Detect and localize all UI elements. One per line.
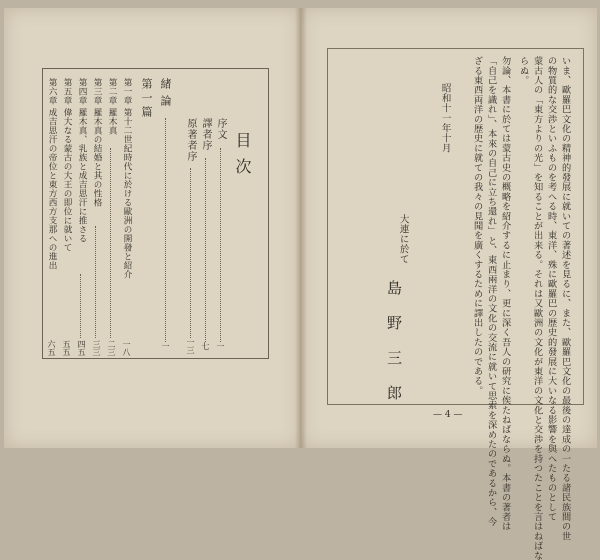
toc-entry-author-preface: 原著者序 — [185, 118, 196, 162]
toc-page-number: 三三 — [92, 340, 101, 356]
toc-chapter-1: 第一章 第十二世紀時代に於ける歐洲の開發と紹介 — [122, 78, 132, 280]
toc-chapter-4: 第四章 羅木真、乳族と成吉思汗に推さる — [77, 78, 87, 244]
preface-line: 「自己を識れ」、本來の自己に立ち還れ」と、東西兩洋の文化の交流に就いて思索を深めたのであるから、今 — [485, 56, 497, 527]
toc-leader — [110, 148, 112, 338]
toc-chapter-2: 第二章 羅木真 — [107, 78, 117, 136]
toc-chapter-6: 第六章 成吉思汗の帝位と東方西方支那への進出 — [47, 78, 57, 271]
preface-line: 勿論、本書に於ては蒙古史の概略を紹介するに止まり、更に深く吾人の研究に俟たねばならぬ。本書の著者は — [499, 56, 511, 532]
toc-leader — [165, 118, 167, 342]
toc-page-number: 五五 — [62, 340, 71, 356]
toc-page-number: 四五 — [77, 340, 86, 356]
toc-page-number: 六五 — [47, 340, 56, 356]
toc-leader — [205, 158, 207, 342]
toc-leader — [190, 168, 192, 338]
toc-page-number: 一三 — [186, 338, 195, 354]
toc-page-number: 二三 — [107, 340, 116, 356]
toc-entry-translator-preface: 譯者序 — [200, 118, 211, 151]
toc-page-number: 一 — [216, 342, 225, 350]
toc-chapter-3: 第三章 羅木真の結婚と其の性格 — [92, 78, 102, 208]
preface-place: 大連に於て — [397, 214, 409, 264]
preface-line: いま、歐羅巴文化の精神的發展に就いての著述を見るに、また、歐羅巴文化の最後の達成の一たる諸民族間の世 — [559, 56, 571, 541]
toc-chapter-5: 第五章 偉大なる蒙古の大王の即位に就いて — [62, 78, 72, 253]
contents-top-rule — [42, 68, 269, 69]
preface-line: 蒙古人の「東方よりの光」を知ることが出来る。それは又歐洲の文化が東洋の文化と交渉を持つたことを言はねばな — [531, 56, 543, 560]
preface-author: 島野三郎 — [385, 280, 403, 420]
contents-title: 目次 — [233, 132, 252, 184]
preface-date: 昭和十一年十月 — [439, 83, 451, 153]
preface-line: らぬ。 — [517, 56, 529, 86]
preface-line: の物質的な交渉といふものを考へる時、東洋、殊に歐羅巴の歴史的發展に大いなる影響を與へたものとして — [545, 56, 557, 522]
preface-line: ざる東西両洋の歴史に就ての我々の見聞を廣くするために譯出したのである。 — [471, 56, 483, 396]
toc-page-number: 一 — [161, 342, 170, 350]
contents-page — [4, 8, 301, 448]
toc-page-number: 七 — [201, 342, 210, 350]
toc-leader — [80, 274, 82, 338]
book-gutter — [295, 8, 307, 448]
contents-bottom-rule — [42, 358, 269, 359]
book-spread — [4, 8, 596, 560]
contents-right-rule — [268, 68, 269, 358]
part-heading: 第一篇 — [140, 78, 153, 120]
toc-leader — [95, 226, 97, 338]
page-number: — 4 — — [433, 410, 463, 420]
toc-entry-preface: 序文 — [215, 118, 226, 140]
contents-left-rule — [42, 68, 43, 358]
preface-page — [300, 8, 597, 560]
toc-page-number: 一八 — [122, 340, 131, 356]
toc-leader — [220, 148, 222, 342]
toc-entry-introduction: 緒論 — [159, 78, 172, 112]
